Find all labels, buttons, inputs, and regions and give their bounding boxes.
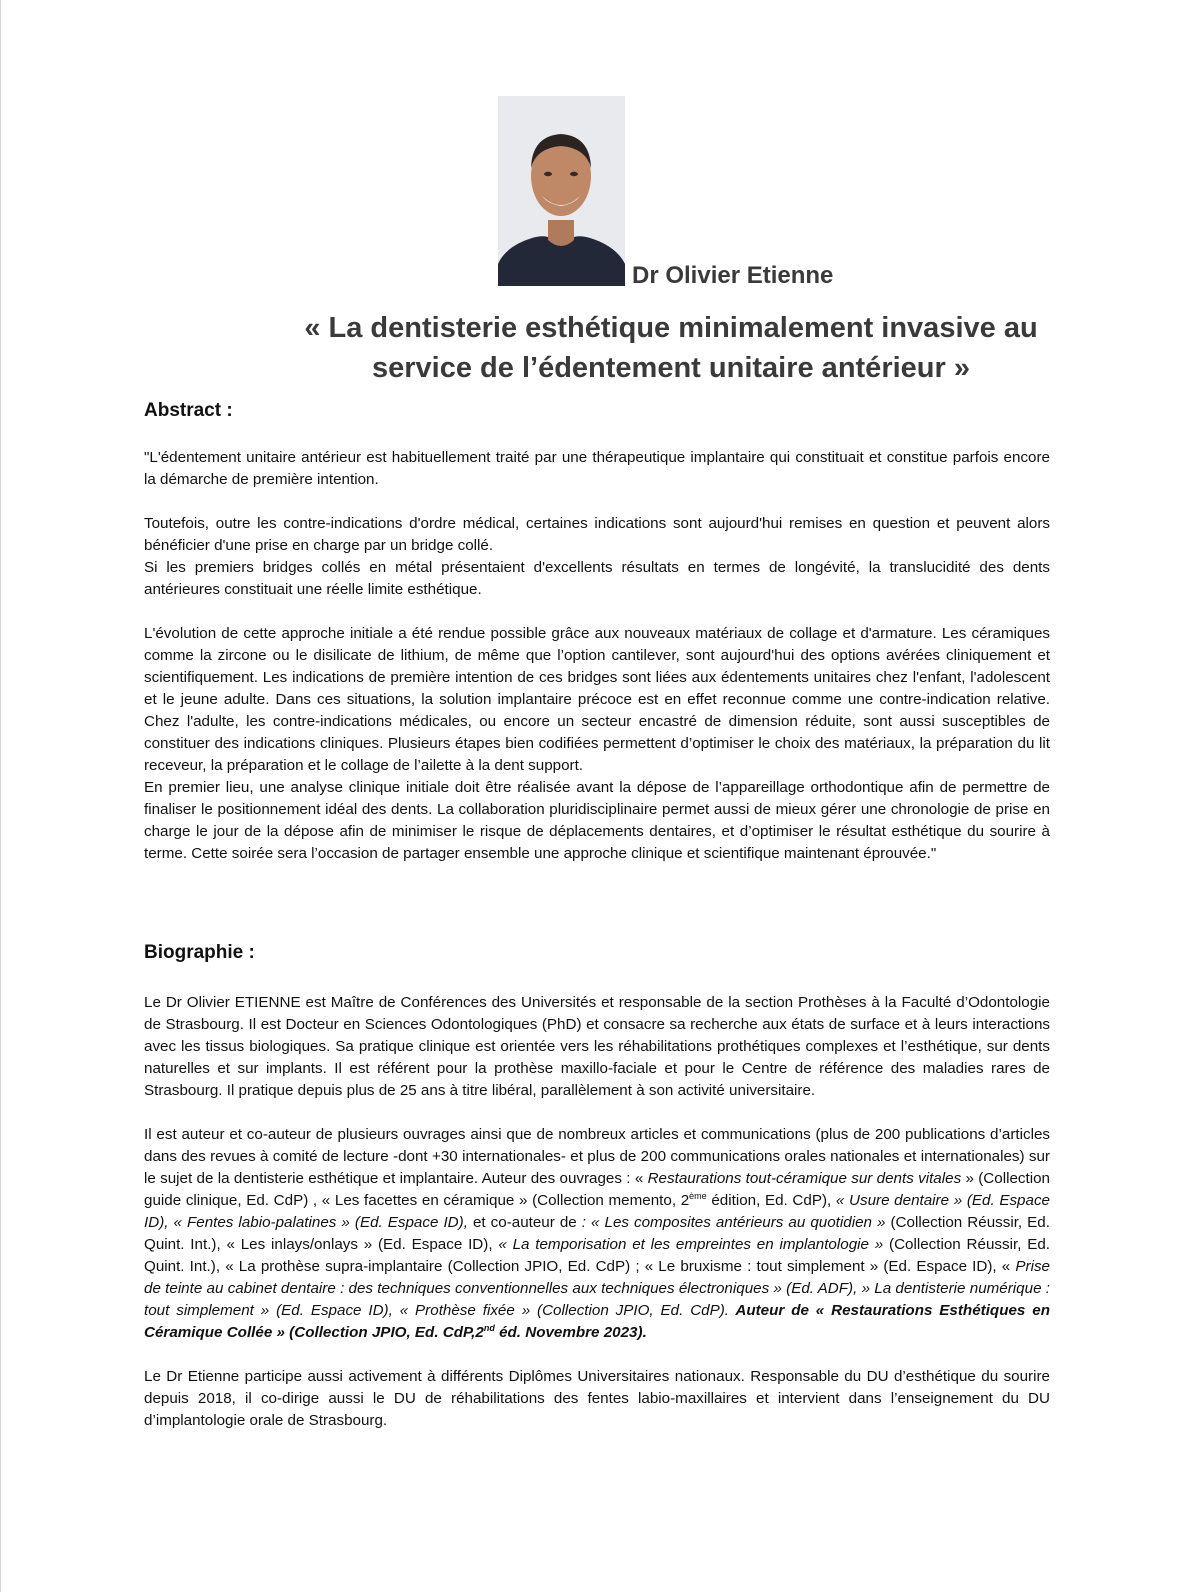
book-title-bold: éd. Novembre 2023). — [494, 1324, 647, 1341]
superscript: ème — [689, 1190, 707, 1201]
book-title: Restaurations tout-céramique sur dents vitales — [647, 1170, 962, 1187]
biography-publications-paragraph — [144, 1124, 1050, 1344]
bio-text: » (Collection guide clinique, Ed. CdP) , « Les facettes en céramique » (Collection memento, 2 — [144, 1170, 1050, 1209]
talk-title-line-1: « La dentisterie esthétique minimalement invasive au — [304, 312, 1038, 344]
biography-body — [144, 992, 1050, 1432]
book-title-bold: Auteur de « Restaurations Esthétiques en Céramique Collée » (Collection JPIO, Ed. CdP,2 — [144, 1302, 1050, 1341]
bio-text: et co-auteur de — [467, 1214, 582, 1231]
abstract-paragraph: Si les premiers bridges collés en métal présentaient d'excellents résultats en termes de longévité, la translucidité des dents antérieures constituait une réelle limite esthétique. — [144, 559, 1050, 598]
abstract-paragraph: En premier lieu, une analyse clinique initiale doit être réalisée avant la dépose de l’appareillage orthodontique afin de permettre de finaliser le positionnement idéal des dents. La collaboration pluridisciplinaire permet aussi de mieux gérer une chronologie de prise en charge le jour de la dépose afin de minimiser le risque de déplacements dentaires, et d’optimiser le résultat esthétique du sourire à terme. Cette soirée sera l’occasion de partager ensemble une approche clinique et scientifique maintenant éprouvée." — [144, 779, 1050, 862]
book-title: Prise de teinte au cabinet dentaire : des techniques conventionnelles aux techniques électroniques » (Ed. ADF), » La dentisterie numérique : tout simplement » (Ed. Espace ID), « Prothèse fixée » (Collection JPIO, Ed. CdP). — [144, 1258, 1050, 1319]
biography-paragraph: Le Dr Olivier ETIENNE est Maître de Conférences des Universités et responsable de la section Prothèses à la Faculté d’Odontologie de Strasbourg. Il est Docteur en Sciences Odontologiques (PhD) et consacre sa recherche aux états de surface et à leurs interactions avec les tissus biologiques. Sa pratique clinique est orientée vers les réhabilitations prothétiques complexes et l’esthétique, sur dents naturelles et sur implants. Il est référent pour la prothèse maxillo-faciale et pour le Centre de référence des maladies rares de Strasbourg. Il pratique depuis plus de 25 ans à titre libéral, parallèlement à son activité universitaire. — [144, 994, 1050, 1099]
biography-heading: Biographie : — [144, 942, 255, 963]
bio-text: Il est auteur et co-auteur de plusieurs ouvrages ainsi que de nombreux articles et communications (plus de 200 publications d’articles dans des revues à comité de lecture -dont +30 internationales- et plus de 200 communications orales nationales et internationales) sur le sujet de la dentisterie esthétique et implantaire. Auteur des ouvrages : « — [144, 1126, 1050, 1187]
abstract-paragraph: "L'édentement unitaire antérieur est habituellement traité par une thérapeutique implantaire qui constituait et constitue parfois encore la démarche de première intention. — [144, 449, 1050, 488]
book-title: « La temporisation et les empreintes en implantologie » — [498, 1236, 884, 1253]
abstract-paragraph: Toutefois, outre les contre-indications d'ordre médical, certaines indications sont aujourd'hui remises en question et peuvent alors bénéficier d'une prise en charge par un bridge collé. — [144, 515, 1050, 554]
bio-text: (Collection Réussir, Ed. Quint. Int.), « La prothèse supra-implantaire (Collection JPIO, Ed. CdP) ; « Le bruxisme : tout simplement » (Ed. Espace ID), « — [144, 1236, 1050, 1275]
abstract-body — [144, 447, 1050, 865]
biography-paragraph: Le Dr Etienne participe aussi activement à différents Diplômes Universitaires nationaux. Responsable du DU d’esthétique du sourire depuis 2018, il co-dirige aussi le DU de réhabilitations des fentes labio-maxillaires et intervient dans l’enseignement du DU d’implantologie orale de Strasbourg. — [144, 1368, 1050, 1429]
portrait-image — [498, 96, 625, 286]
abstract-paragraph: L'évolution de cette approche initiale a été rendue possible grâce aux nouveaux matériaux de collage et d'armature. Les céramiques comme la zircone ou le disilicate de lithium, de même que l’option cantilever, sont aujourd'hui des options avérées cliniquement et scientifiquement. Les indications de première intention de ces bridges sont liées aux édentements unitaires chez l'enfant, l'adolescent et le jeune adulte. Dans ces situations, la solution implantaire précoce est en effet reconnue comme une contre-indication relative. Chez l'adulte, les contre-indications médicales, ou encore un secteur encastré de dimension réduite, sont aussi susceptibles de constituer des indications cliniques. Plusieurs étapes bien codifiées permettent d’optimiser le choix des matériaux, la préparation du lit receveur, la préparation et le collage de l’ailette à la dent support. — [144, 625, 1050, 774]
book-title: « Usure dentaire » (Ed. Espace ID), « Fentes labio-palatines » (Ed. Espace ID), — [144, 1192, 1050, 1231]
book-title: : « Les composites antérieurs au quotidien » — [581, 1214, 886, 1231]
talk-title — [301, 308, 1041, 388]
bio-text: (Collection Réussir, Ed. Quint. Int.), « Les inlays/onlays » (Ed. Espace ID), — [144, 1214, 1050, 1253]
speaker-name: Dr Olivier Etienne — [632, 262, 834, 289]
abstract-heading: Abstract : — [144, 400, 233, 421]
bio-text: édition, Ed. CdP), — [706, 1192, 836, 1209]
speaker-photo — [498, 96, 625, 286]
superscript: nd — [483, 1322, 495, 1333]
talk-title-line-2: service de l’édentement unitaire antérieur » — [372, 352, 970, 384]
